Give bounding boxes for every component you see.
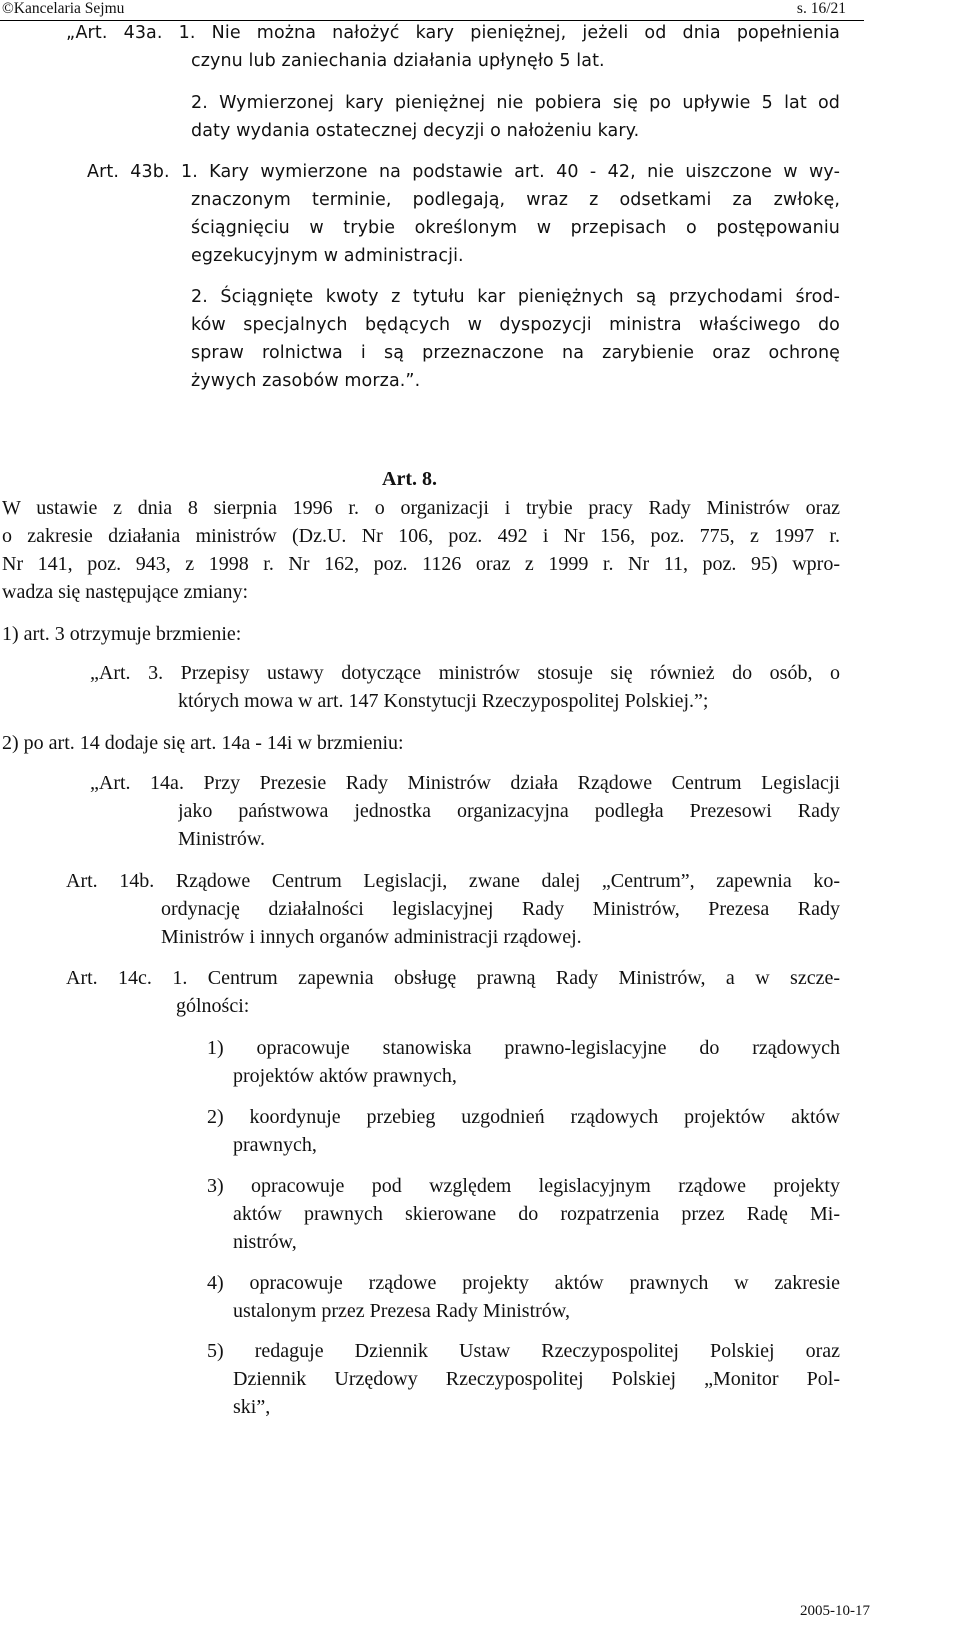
text-line: spraw rolnictwa i są przeznaczone na zarybienie oraz ochronę: [191, 343, 840, 363]
text-line: Art. 43b. 1. Kary wymierzone na podstawie art. 40 - 42, nie uiszczone w wy-: [87, 162, 840, 182]
text-line: Nr 141, poz. 943, z 1998 r. Nr 162, poz. 1126 oraz z 1999 r. Nr 11, poz. 95) wpro-: [2, 553, 840, 575]
list-item-4: [207, 1269, 840, 1325]
list-item-5: [207, 1337, 840, 1421]
text-line: Art. 14c. 1. Centrum zapewnia obsługę prawną Rady Ministrów, a w szcze-: [66, 967, 840, 989]
text-line: ustalonym przez Prezesa Rady Ministrów,: [233, 1300, 570, 1322]
amendment-1: [2, 620, 840, 648]
text-line: wadza się następujące zmiany:: [2, 581, 248, 603]
text-line: 2) po art. 14 dodaje się art. 14a - 14i w brzmieniu:: [2, 732, 404, 754]
text-line: których mowa w art. 147 Konstytucji Rzeczypospolitej Polskiej.”;: [178, 690, 709, 712]
text-line: 1) opracowuje stanowiska prawno-legislacyjne do rządowych: [207, 1037, 840, 1059]
text-line: 4) opracowuje rządowe projekty aktów prawnych w zakresie: [207, 1272, 840, 1294]
list-item-2: [207, 1103, 840, 1159]
text-line: czynu lub zaniechania działania upłynęło 5 lat.: [191, 51, 605, 71]
article-3-text: [90, 659, 840, 715]
text-line: 2. Wymierzonej kary pieniężnej nie pobiera się po upływie 5 lat od: [191, 93, 840, 113]
text-line: Art. 14b. Rządowe Centrum Legislacji, zwane dalej „Centrum”, zapewnia ko-: [66, 870, 840, 892]
text-line: 2. Ściągnięte kwoty z tytułu kar pieniężnych są przychodami środ-: [191, 287, 840, 307]
text-line: egzekucyjnym w administracji.: [191, 246, 464, 266]
text-line: „Art. 14a. Przy Prezesie Rady Ministrów działa Rządowe Centrum Legislacji: [90, 772, 840, 794]
list-item-3: [207, 1172, 840, 1256]
text-line: gólności:: [176, 995, 250, 1017]
text-line: W ustawie z dnia 8 sierpnia 1996 r. o organizacji i trybie pracy Rady Ministrów oraz: [2, 497, 840, 519]
page-header: [0, 0, 960, 18]
text-line: nistrów,: [233, 1231, 297, 1253]
text-line: ski”,: [233, 1396, 271, 1418]
list-item-1: [207, 1034, 840, 1090]
text-line: Ministrów i innych organów administracji rządowej.: [161, 926, 582, 948]
text-line: 2) koordynuje przebieg uzgodnień rządowych projektów aktów: [207, 1106, 840, 1128]
text-line: 5) redaguje Dziennik Ustaw Rzeczypospolitej Polskiej oraz: [207, 1340, 840, 1362]
article-43b-par-1: [87, 158, 840, 270]
text-line: ków specjalnych będących w dyspozycji ministra właściwego do: [191, 315, 840, 335]
header-page-number: s. 16/21: [796, 0, 846, 17]
article-heading: Art. 8.: [382, 468, 437, 490]
article-14c-par-1: [66, 964, 840, 1020]
text-line: projektów aktów prawnych,: [233, 1065, 457, 1087]
text-line: żywych zasobów morza.”.: [191, 371, 421, 391]
text-line: daty wydania ostatecznej decyzji o nałożeniu kary.: [191, 121, 640, 141]
text-line: znaczonym terminie, podlegają, wraz z odsetkami za zwłokę,: [191, 190, 840, 210]
text-line: Ministrów.: [178, 828, 266, 850]
text-line: jako państwowa jednostka organizacyjna podległa Prezesowi Rady: [178, 800, 840, 822]
article-43a-par-2: [191, 89, 840, 145]
text-line: 3) opracowuje pod względem legislacyjnym rządowe projekty: [207, 1175, 840, 1197]
article-8-intro: [2, 494, 840, 606]
text-line: „Art. 43a. 1. Nie można nałożyć kary pieniężnej, jeżeli od dnia popełnienia: [66, 23, 840, 43]
article-14a: [90, 769, 840, 853]
text-line: ściągnięciu w trybie określonym w przepisach o postępowaniu: [191, 218, 840, 238]
article-14b: [66, 867, 840, 951]
text-line: aktów prawnych skierowane do rozpatrzenia przez Radę Mi-: [233, 1203, 840, 1225]
text-line: ordynację działalności legislacyjnej Rady Ministrów, Prezesa Rady: [161, 898, 840, 920]
article-43a-par-1: [66, 19, 840, 75]
header-source: ©Kancelaria Sejmu: [2, 0, 125, 17]
text-line: „Art. 3. Przepisy ustawy dotyczące ministrów stosuje się również do osób, o: [90, 662, 840, 684]
text-line: Dziennik Urzędowy Rzeczypospolitej Polskiej „Monitor Pol-: [233, 1368, 840, 1390]
page-footer-date: 2005-10-17: [800, 1603, 870, 1619]
text-line: 1) art. 3 otrzymuje brzmienie:: [2, 623, 242, 645]
article-43b-par-2: [191, 283, 840, 395]
text-line: prawnych,: [233, 1134, 317, 1156]
text-line: o zakresie działania ministrów (Dz.U. Nr 106, poz. 492 i Nr 156, poz. 775, z 1997 r.: [2, 525, 840, 547]
amendment-2: [2, 729, 840, 757]
